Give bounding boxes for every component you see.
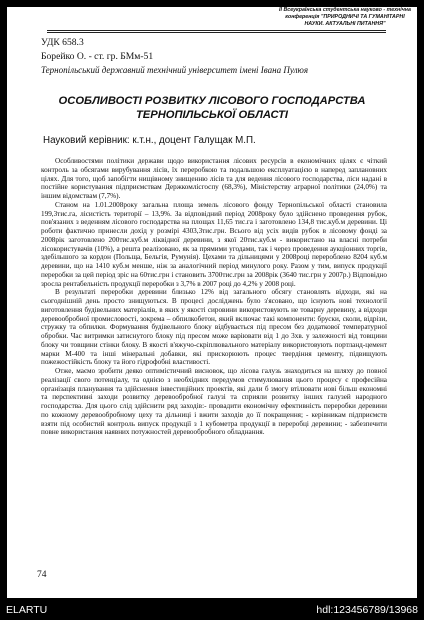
header-rule-thin <box>47 32 386 33</box>
page-number: 74 <box>37 570 47 580</box>
scientific-advisor: Науковий керівник: к.т.н., доцент Галущак М.П. <box>43 135 256 146</box>
body-paragraph: Станом на 1.01.2008року загальна площа земель лісового фонду Тернопільської області становила 199,3тис.га, лісистість території – 13,9%. За відповідний період 2008року було здійснено проведення рубок, пов'язаних з веденням лісового господарства на площах 11,65 тис.га і заготовлено 134,8 тис.куб.м деревини. Ці роботи фактично принесли дохід у розмірі 4303,3тис.грн. Всього від усіх видів рубок в лісовому фонді за 2008рік заготовлено 200тис.куб.м ліквідної деревини, з якої 20тис.куб.м - використано на власні потреби лісокористувачів (10%), а решта реалізовано, як за прямими угодами, так і через проведення аукціонних торгів, здебільшого за кордон (Польща, Бельгія, Румунія). Цехами та дільницями у 2008році перероблено 8204 куб.м деревини, що на 1410 куб.м менше, ніж за аналогічний період минулого року. Разом у тим, випуск продукції переробки за цей період зріс на 60тис.грн і становить 3700тис.грн за 2008рік (3640 тис.грн у 2007р.) Відповідно зросла рентабельність продукції переробки з 3,7% в 2007 році до 4,2% у 2008 році. <box>41 200 387 288</box>
handle-id: hdl:123456789/13968 <box>316 604 418 616</box>
body-paragraph: В результаті переробки деревини близько 12% від загального обсягу становлять відходи, які на сьогоднішній день просто знищуються. В процесі досліджень було з'ясовано, що існують нові технології виготовлення будівельних матеріалів, в яких у якості сировини використовують не товарну деревину, а відходи деревообробної промисловості, зокрема – обпилкобетон, який включає такі компоненти: бруски, сколи, відрізи, стружку та обпилки. Формування будівельного блоку відбувається під пресом без додаткової температурної обробки. Час витримки затиснутого блоку під пресом може варіювати від 1 до 3хв. у залежності від товщини блоку чи товщини стінки блоку. В якості в'яжучо-скріплювального матеріалу використовують портланд-цемент марки М-400 та інші мінеральні добавки, які прискорюють процес твердіння цементу, підвищують пожежостійкість блоку та його гідрофобні властивості. <box>41 288 387 367</box>
header-rule <box>47 30 386 31</box>
conference-header: II Всеукраїнська студентська науково - технічна конференція "ПРИРОДНИЧІ ТА ГУМАНІТАРНІ НАУКИ. АКТУАЛЬНІ ПИТАННЯ" <box>279 7 411 27</box>
repository-name: ELARTU <box>6 604 48 616</box>
university-line: Тернопільський державний технічний університет імені Івана Пулюя <box>41 65 309 75</box>
paper-body <box>41 157 387 437</box>
body-paragraph: Отже, маємо зробити деяко оптимістичний висновок, що лісова галузь знаходиться на шляху до повної реалізації свого потенціалу, та однією з необхідних передумов стимулювання цього процесу є професійна організація планування та здійснення інвестиційних проектів, які дали б змогу втілювати нові більш економні та перспективні заходи розвитку деревообробної галузі та сприяли розвитку інших галузей народного господарства. Для цього слід здійснити ряд заходів:- провадити економічну ефективність переробки деревини по кожному деревообробному цеху та дільниці і вжити заходів до її покращення; - керівникам підприємств взяти під особистий контроль випуск продукції з 1 кубометра продукції в переробці деревини; - забезпечити повне використання наявних потужностей деревообробного обладнання. <box>41 367 387 437</box>
udc-code: УДК 658.3 <box>41 37 84 48</box>
document-page <box>7 7 417 598</box>
paper-title: ОСОБЛИВОСТІ РОЗВИТКУ ЛІСОВОГО ГОСПОДАРСТВА ТЕРНОПІЛЬСЬКОЇ ОБЛАСТІ <box>58 95 366 121</box>
body-paragraph: Особливостями політики держави щодо використання лісових ресурсів в економічних цілях є чіткий контроль за обсягами вирубування лісів, їх переробкою та подальшою експлуатацією в наперед заплановних цілях. Для того, щоб запобігти нищівному знищенню лісів та для ведення лісового господарства, ліси надані в постійне користування підприємствам Держкомлісгоспу (68,3%), Міністерству аграрної політики (24,0%) та іншим відомствам (7,7%). <box>41 157 387 200</box>
author-line: Борейко О. - ст. гр. БМм-51 <box>41 51 154 62</box>
